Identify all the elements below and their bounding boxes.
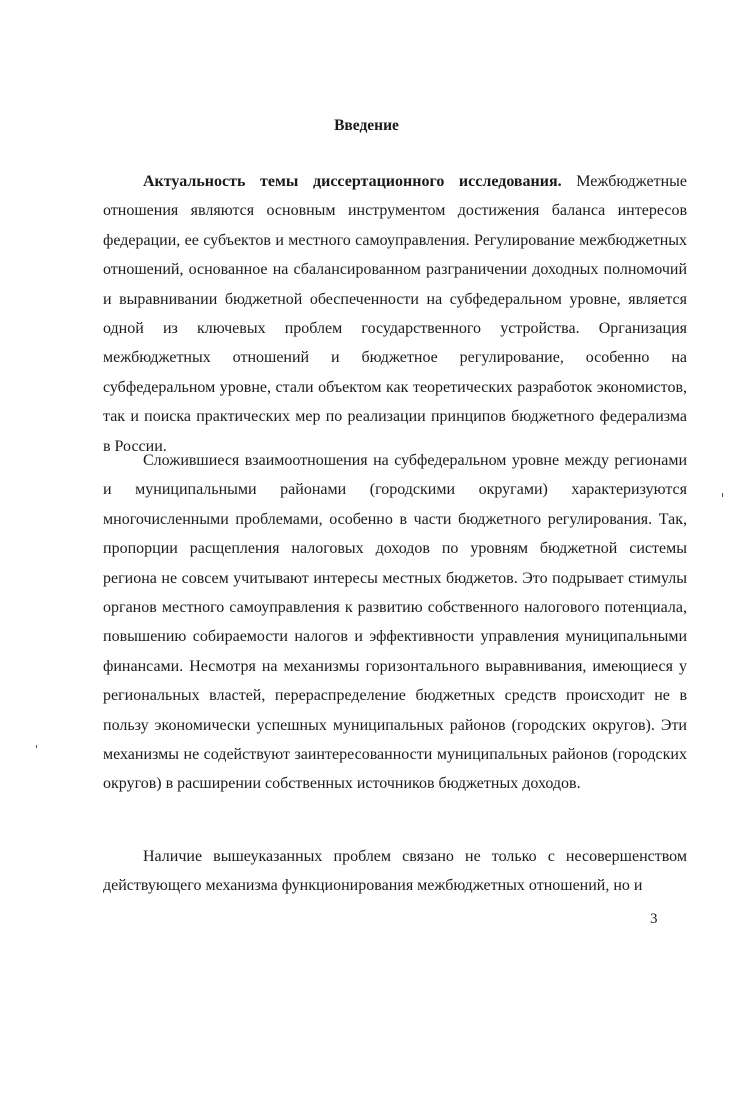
- paragraph-problems-block: [103, 446, 687, 799]
- paragraph-lead: Актуальность темы диссертационного исследования.: [143, 173, 562, 190]
- scan-speck: [36, 745, 37, 748]
- paragraph-continuation-block: [103, 842, 687, 901]
- paragraph-relevance: [103, 167, 687, 461]
- section-heading: Введение: [334, 117, 399, 134]
- paragraph-relevance-block: [103, 167, 687, 461]
- scan-speck: [722, 493, 723, 497]
- paragraph-continuation: Наличие вышеуказанных проблем связано не только с несовершенством действующего механизма функционирования межбюджетных отношений, но и: [103, 848, 687, 895]
- paragraph-body: Межбюджетные отношения являются основным инструментом достижения баланса интересов федерации, ее субъектов и местного самоуправления. Регулирование межбюджетных отношений, основанное на сбалансированном разграничении доходных полномочий и выравнивании бюджетной обеспеченности на субфедеральном уровне, является одной из ключевых проблем государственного устройства. Организация межбюджетных отношений и бюджетное регулирование, особенно на субфедеральном уровне, стали объектом как теоретических разработок экономистов, так и поиска практических мер по реализации принципов бюджетного федерализма в России.: [103, 173, 688, 455]
- paragraph-problems: Сложившиеся взаимоотношения на субфедеральном уровне между регионами и муниципальными районами (городскими округами) характеризуются многочисленными проблемами, особенно в части бюджетного регулирования. Так, пропорции расщепления налоговых доходов по уровням бюджетной системы региона не совсем учитывают интересы местных бюджетов. Это подрывает стимулы органов местного самоуправления к развитию собственного налогового потенциала, повышению собираемости налогов и эффективности управления муниципальными финансами. Несмотря на механизмы горизонтального выравнивания, имеющиеся у региональных властей, перераспределение бюджетных средств происходит не в пользу экономически успешных муниципальных районов (городских округов). Эти механизмы не содействуют заинтересованности муниципальных районов (городских округов) в расширении собственных источников бюджетных доходов.: [103, 452, 687, 793]
- page-number: 3: [650, 911, 658, 927]
